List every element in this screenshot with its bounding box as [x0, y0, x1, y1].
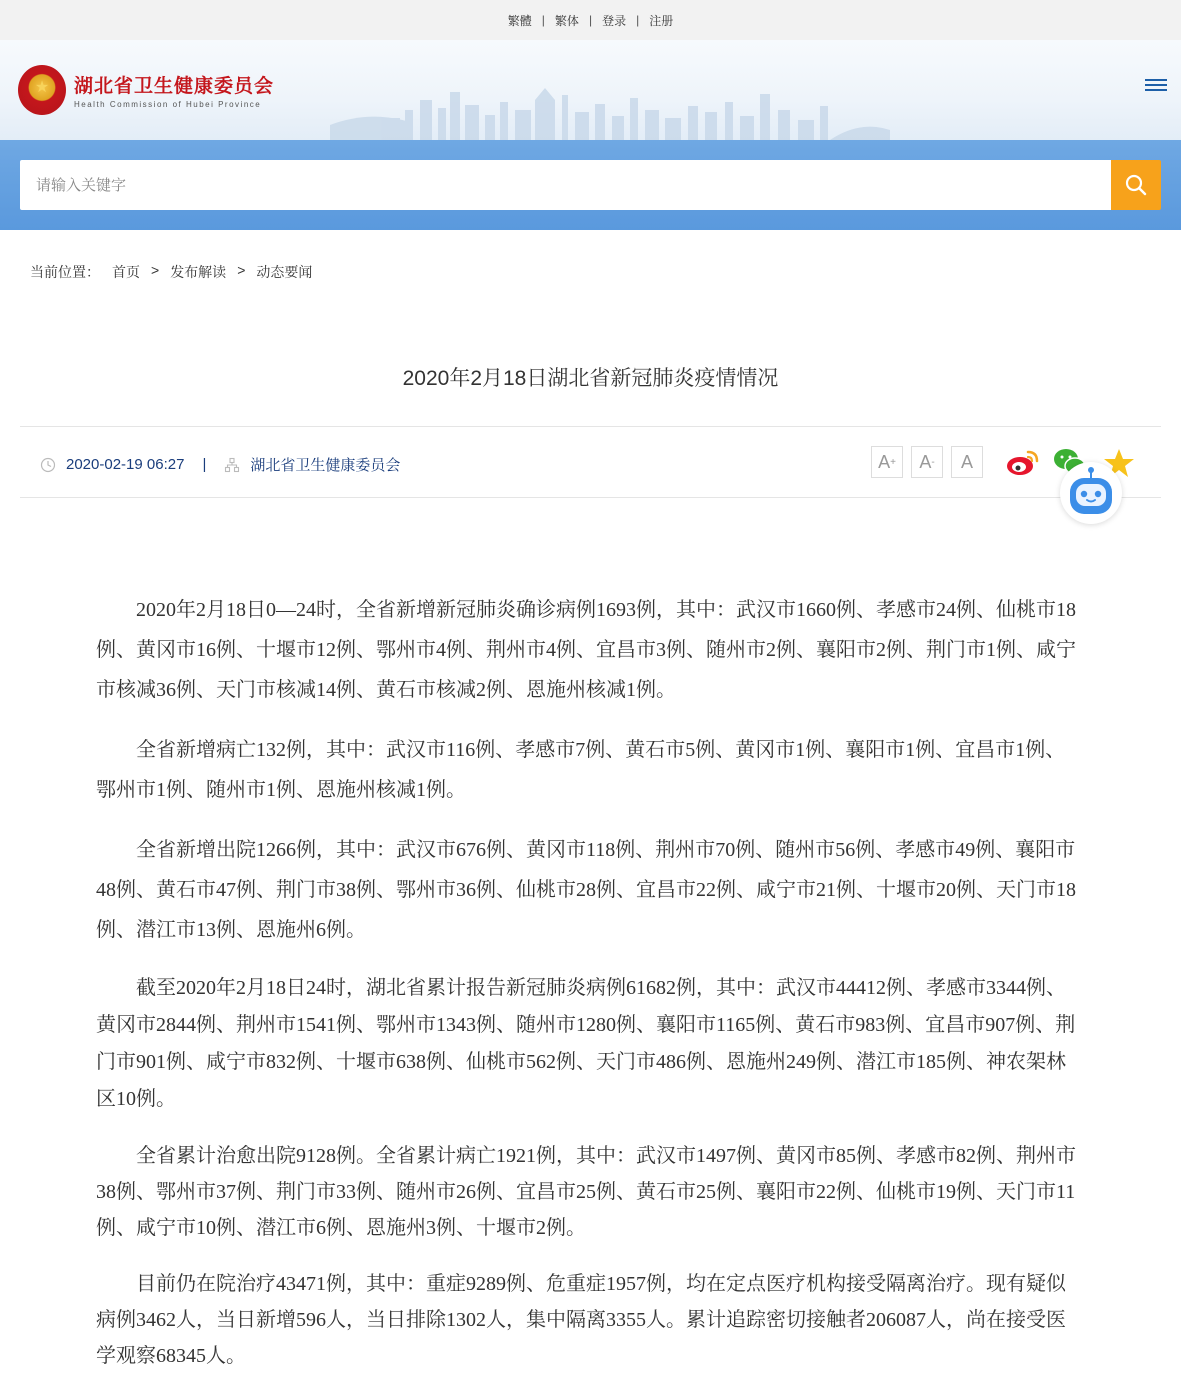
search-icon [1124, 173, 1148, 197]
top-link-bar [0, 0, 1181, 40]
search-band [0, 140, 1181, 230]
article-source: 湖北省卫生健康委员会 [250, 457, 401, 474]
national-emblem-icon [18, 65, 66, 115]
org-structure-icon [224, 457, 240, 473]
breadcrumb-release-interpretation[interactable]: 发布解读 [170, 264, 227, 280]
search-button[interactable] [1111, 160, 1161, 210]
font-increase-button[interactable]: A + [871, 446, 903, 478]
article-paragraph: 截至2020年2月18日24时，湖北省累计报告新冠肺炎病例61682例，其中：武汉市44412例、孝感市3344例、黄冈市2844例、荆州市1541例、鄂州市1343例、随州市1280例、襄阳市1165例、黄石市983例、宜昌市907例、荆门市901例、咸宁市832例、十堰市638例、仙桃市562例、天门市486例、恩施州249例、潜江市185例、神农架林区10例。 [96, 977, 1076, 1110]
article-paragraph: 全省新增出院1266例，其中：武汉市676例、黄冈市118例、荆州市70例、随州市56例、孝感市49例、襄阳市48例、黄石市47例、荆门市38例、鄂州市36例、仙桃市28例、宜昌市22例、咸宁市21例、十堰市20例、天门市18例、潜江市13例、恩施州6例。 [96, 839, 1076, 941]
breadcrumb [30, 262, 312, 282]
article-paragraph: 目前仍在院治疗43471例，其中：重症9289例、危重症1957例，均在定点医疗机构接受隔离治疗。现有疑似病例3462人，当日新增596人，当日排除1302人，集中隔离3355人。累计追踪密切接触者206087人，尚在接受医学观察68345人。 [96, 1273, 1066, 1367]
separator: | [541, 13, 545, 27]
city-skyline-illustration [330, 80, 890, 140]
font-decrease-button[interactable]: A - [911, 446, 943, 478]
simplified-chinese-link[interactable]: 繁体 [554, 13, 579, 28]
breadcrumb-separator: > [151, 262, 160, 278]
separator: | [588, 13, 593, 27]
breadcrumb-label: 当前位置： [30, 264, 100, 280]
weibo-icon [1004, 447, 1040, 477]
org-name-cn: 湖北省卫生健康委员会 [74, 76, 275, 97]
article-body [96, 590, 1084, 1374]
ai-assistant-button[interactable] [1060, 462, 1122, 524]
article-paragraph: 全省新增病亡132例，其中：武汉市116例、孝感市7例、黄石市5例、黄冈市1例、襄阳市1例、宜昌市1例、鄂州市1例、随州市1例、恩施州核减1例。 [96, 739, 1066, 801]
article-paragraph: 全省累计治愈出院9128例。全省累计病亡1921例，其中：武汉市1497例、黄冈市85例、孝感市82例、荆州市38例、鄂州市37例、荆门市33例、随州市26例、宜昌市25例、黄石市25例、襄阳市22例、仙桃市19例、天门市11例、咸宁市10例、潜江市6例、恩施州3例、十堰市2例。 [96, 1145, 1076, 1239]
register-link[interactable]: 注册 [649, 13, 674, 28]
article-paragraph: 2020年2月18日0—24时，全省新增新冠肺炎确诊病例1693例，其中：武汉市1660例、孝感市24例、仙桃市18例、黄冈市16例、十堰市12例、鄂州市4例、荆州市4例、宜昌市3例、随州市2例、襄阳市2例、荆门市1例、咸宁市核减36例、天门市核减14例、黄石市核减2例、恩施州核减1例。 [96, 599, 1076, 701]
share-weibo-button[interactable] [1004, 447, 1040, 477]
font-reset-button[interactable]: A [951, 446, 983, 478]
clock-icon [40, 457, 56, 473]
search-input[interactable] [20, 160, 1111, 210]
org-name-en: Health Commission of Hubei Province [74, 100, 262, 109]
breadcrumb-news[interactable]: 动态要闻 [256, 264, 313, 280]
meta-separator: | [202, 456, 207, 473]
site-header [0, 40, 1181, 140]
breadcrumb-home[interactable]: 首页 [112, 264, 140, 280]
article-title: 2020年2月18日湖北省新冠肺炎疫情情况 [402, 367, 779, 390]
hamburger-menu-icon[interactable] [1145, 76, 1167, 94]
breadcrumb-separator: > [237, 262, 246, 278]
login-link[interactable]: 登录 [602, 13, 627, 28]
robot-icon [1060, 462, 1122, 524]
article-meta-bar [20, 426, 1161, 498]
traditional-chinese-link[interactable]: 繁體 [507, 13, 532, 28]
publish-date: 2020-02-19 06:27 [66, 456, 185, 473]
site-logo[interactable] [18, 65, 274, 115]
separator: | [636, 13, 640, 27]
